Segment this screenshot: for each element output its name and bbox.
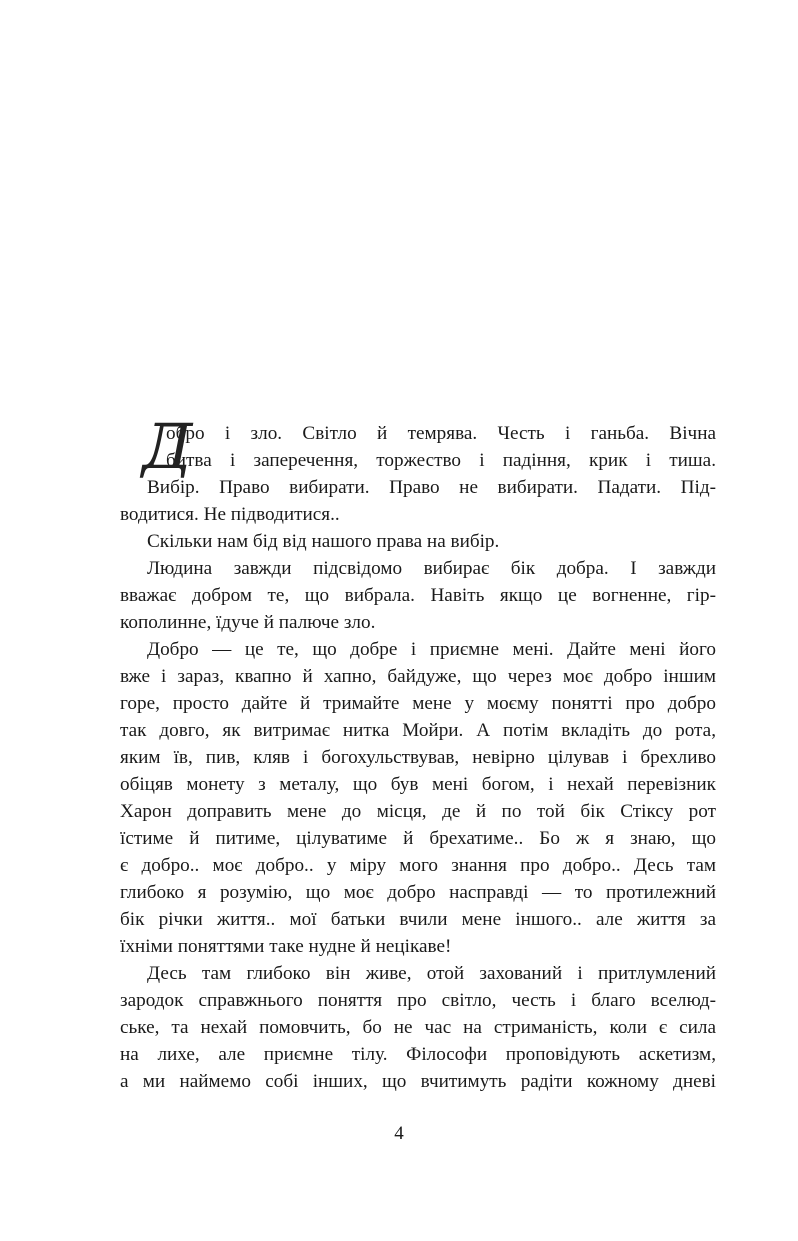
page-number: 4 [394, 1123, 404, 1144]
text-line: водитися. Не підводитися.. [120, 504, 340, 525]
text-line: обро і зло. Світло й темрява. Честь і ганьба. Вічна [166, 423, 716, 444]
text-line: Людина завжди підсвідомо вибирає бік добра. І завжди [147, 558, 716, 579]
drop-cap: Д [142, 410, 193, 483]
text-line: вже і зараз, квапно й хапно, байдуже, що через моє добро іншим [120, 666, 716, 687]
text-line: Вибір. Право вибирати. Право не вибирати. Падати. Під- [147, 477, 716, 498]
text-line: обіцяв монету з металу, що був мені богом, і нехай перевізник [120, 774, 716, 795]
text-line: горе, просто дайте й тримайте мене у моєму понятті про добро [120, 693, 716, 714]
text-line: так довго, як витримає нитка Мойри. А потім вкладіть до рота, [120, 720, 716, 741]
text-line: є добро.. моє добро.. у міру мого знання про добро.. Десь там [120, 855, 716, 876]
text-line: бік річки життя.. мої батьки вчили мене іншого.. але життя за [120, 909, 716, 930]
text-line: яким їв, пив, кляв і богохульствував, невірно цілував і брехливо [120, 747, 716, 768]
text-line: Десь там глибоко він живе, отой захований і притлумлений [147, 963, 716, 984]
text-line: їстиме й питиме, цілуватиме й брехатиме.. Бо ж я знаю, що [120, 828, 716, 849]
text-line: ське, та нехай помовчить, бо не час на стриманість, коли є сила [120, 1017, 716, 1038]
text-line: а ми наймемо собі інших, що вчитимуть радіти кожному дневі [120, 1071, 716, 1092]
text-lines [120, 420, 716, 1095]
text-line: глибоко я розумію, що моє добро насправді — то протилежний [120, 882, 716, 903]
text-line: вважає добром те, що вибрала. Навіть якщо це вогненне, гір- [120, 585, 716, 606]
text-line: Харон доправить мене до місця, де й по той бік Стіксу рот [120, 801, 716, 822]
chapter-body [120, 410, 716, 1095]
text-line: кополинне, їдуче й палюче зло. [120, 612, 376, 633]
text-line: Добро — це те, що добре і приємне мені. Дайте мені його [147, 639, 716, 660]
text-line: на лихе, але приємне тілу. Філософи проповідують аскетизм, [120, 1044, 716, 1065]
text-line: їхніми поняттями таке нудне й нецікаве! [120, 936, 452, 957]
text-line: битва і заперечення, торжество і падіння, крик і тиша. [166, 450, 716, 471]
text-line: Скільки нам бід від нашого права на вибір. [147, 531, 500, 552]
text-line: зародок справжнього поняття про світло, честь і благо вселюд- [120, 990, 716, 1011]
